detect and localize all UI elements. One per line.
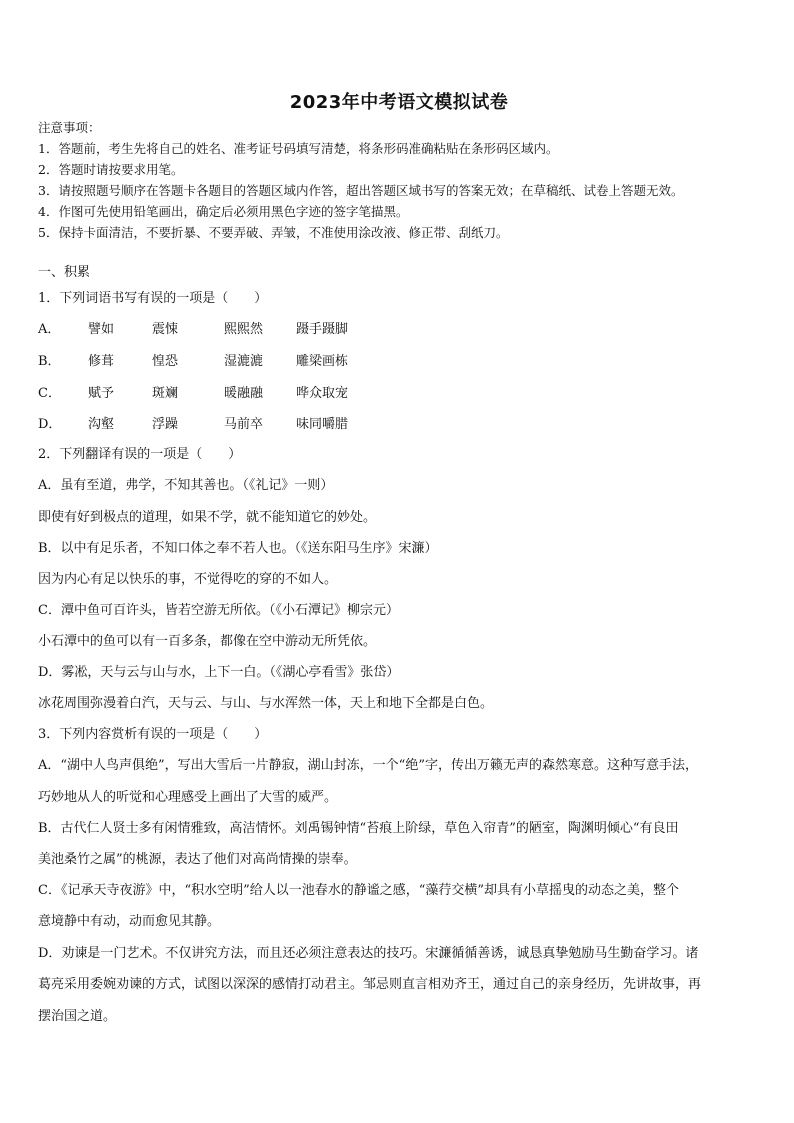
notice-item: 2．答题时请按要求用笔。	[38, 162, 184, 177]
question-line: C．潭中鱼可百许头，皆若空游无所依。（《小石潭记》柳宗元）	[38, 603, 399, 618]
word: 蹑手蹑脚	[296, 322, 349, 337]
question-stem: 1．下列词语书写有误的一项是（ ）	[38, 291, 268, 306]
notice-item: 4．作图可先使用铅笔画出，确定后必须用黑色字迹的签字笔描黑。	[38, 204, 409, 219]
question-line: 即使有好到极点的道理，如果不学，就不能知道它的妙处。	[38, 510, 377, 525]
word: 雕梁画栋	[296, 354, 349, 369]
word: 浮躁	[152, 417, 179, 432]
option-b	[38, 354, 348, 370]
question-line: C．《记承天寺夜游》中，“积水空明”给人以一池春水的静谧之感，“藻荇交横”却具有小草摇曳的动态之美，整个	[38, 883, 680, 898]
word: 马前卒	[224, 417, 264, 432]
notice-heading: 注意事项：	[38, 120, 101, 135]
notice-item: 5．保持卡面清洁，不要折暴、不要弄破、弄皱，不准使用涂改液、修正带、刮纸刀。	[38, 225, 509, 240]
question-line: 小石潭中的鱼可以有一百多条，都像在空中游动无所凭依。	[38, 634, 377, 649]
question-line: A．虽有至道，弗学，不知其善也。（《礼记》一则）	[38, 478, 334, 493]
option-label: A．	[38, 322, 61, 337]
option-a	[38, 322, 348, 338]
word: 暖融融	[224, 386, 264, 401]
question-line: A．“湖中人鸟声俱绝”，写出大雪后一片静寂，湖山封冻，一个“绝”字，传出万籁无声的森然寒意。这种写意手法，	[38, 758, 698, 773]
word: 震悚	[152, 322, 179, 337]
page-title: 2023年中考语文模拟试卷	[289, 92, 509, 113]
word: 湿漉漉	[224, 354, 264, 369]
word: 譬如	[88, 322, 115, 337]
word: 哗众取宠	[296, 386, 349, 401]
word: 修葺	[88, 354, 115, 369]
option-label: B．	[38, 354, 61, 369]
question-line: 葛亮采用委婉劝谏的方式，试图以深深的感情打动君主。邹忌则直言相劝齐王，通过自己的亲身经历，先讲故事，再	[38, 977, 702, 992]
option-label: D．	[38, 417, 62, 432]
word: 味同嚼腊	[296, 417, 349, 432]
word: 赋予	[88, 386, 115, 401]
notice-item: 3．请按照题号顺序在答题卡各题目的答题区域内作答，超出答题区域书写的答案无效；在草稿纸、试卷上答题无效。	[38, 183, 684, 198]
option-label: C．	[38, 386, 61, 401]
word: 斑斓	[152, 386, 179, 401]
notice-item: 1．答题前，考生先将自己的姓名、准考证号码填写清楚，将条形码准确粘贴在条形码区域内。	[38, 141, 559, 156]
section-heading: 一、积累	[38, 265, 91, 280]
question-line: 巧妙地从人的听觉和心理感受上画出了大雪的威严。	[38, 790, 338, 805]
question-line: 意境静中有动，动而愈见其静。	[38, 914, 221, 929]
word: 惶恐	[152, 354, 179, 369]
question-line: B．古代仁人贤士多有闲情雅致，高洁情怀。刘禹锡钟情“苔痕上阶绿，草色入帘青”的陋室，陶渊明倾心“有良田	[38, 821, 679, 836]
question-stem: 3．下列内容赏析有误的一项是（ ）	[38, 727, 268, 742]
word: 熙熙然	[224, 322, 264, 337]
question-line: 美池桑竹之属”的桃源，表达了他们对高尚情操的崇奉。	[38, 852, 357, 867]
question-line: 冰花周围弥漫着白汽，天与云、与山、与水浑然一体，天上和地下全都是白色。	[38, 696, 494, 711]
question-line: B．以中有足乐者，不知口体之奉不若人也。（《送东阳马生序》宋濂）	[38, 541, 438, 556]
question-line: 摆治国之道。	[38, 1009, 117, 1024]
question-line: D．雾凇，天与云与山与水，上下一白。（《湖心亭看雪》张岱）	[38, 665, 400, 680]
question-line: D．劝谏是一门艺术。不仅讲究方法，而且还必须注意表达的技巧。宋濂循循善诱，诚恳真挚勉励马生勤奋学习。诸	[38, 946, 699, 961]
word: 沟壑	[88, 417, 115, 432]
option-c	[38, 386, 348, 402]
question-stem: 2．下列翻译有误的一项是（ ）	[38, 447, 242, 462]
question-line: 因为内心有足以快乐的事，不觉得吃的穿的不如人。	[38, 572, 338, 587]
option-d	[38, 417, 348, 433]
